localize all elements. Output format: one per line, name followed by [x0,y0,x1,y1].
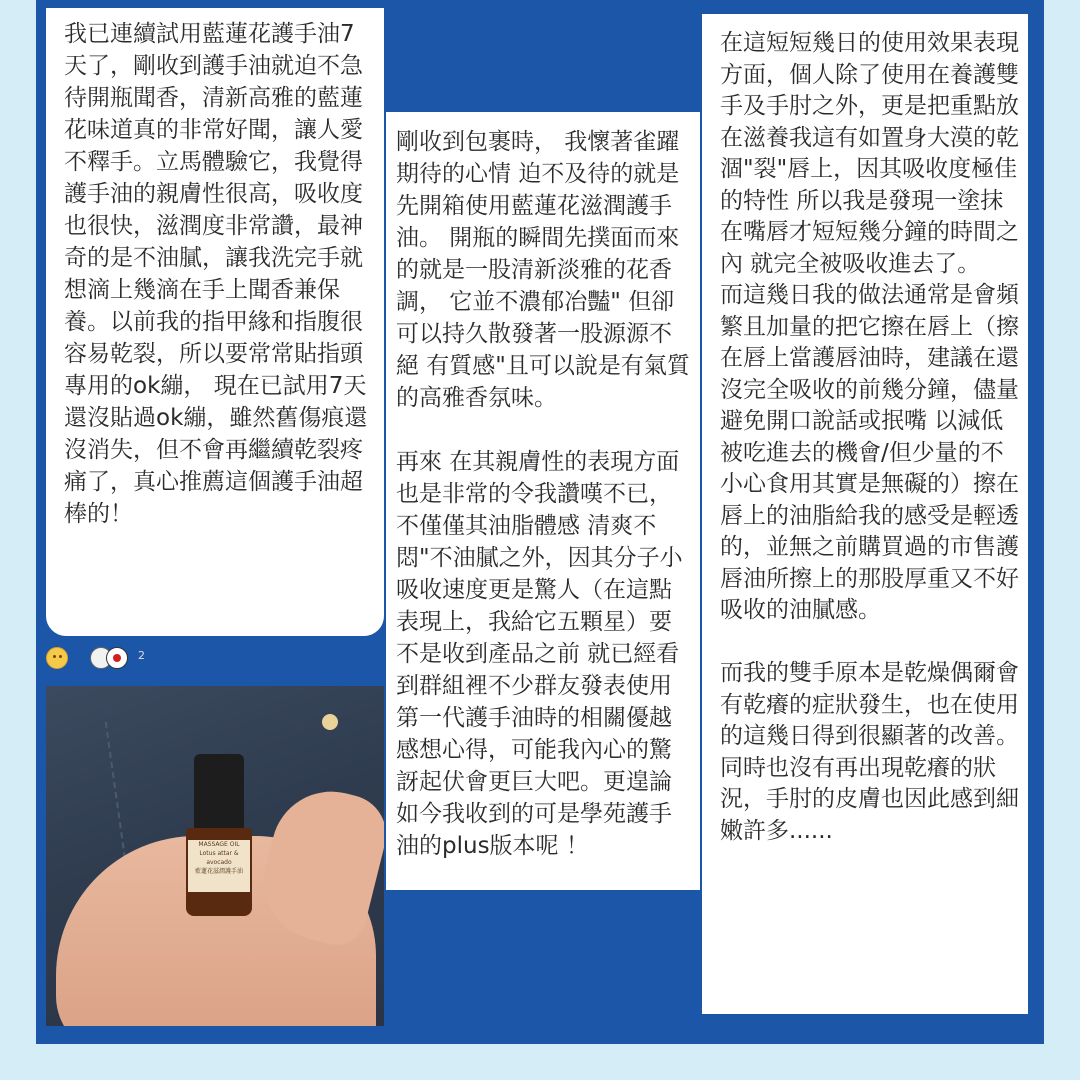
review-card-left: 我已連續試用藍蓮花護手油7天了，剛收到護手油就迫不急待開瓶聞香，清新高雅的藍蓮花味道真的非常好聞，讓人愛不釋手。立馬體驗它，我覺得護手油的親膚性很高，吸收度也很快，滋潤度非常讚，最神奇的是不油膩，讓我洗完手就想滴上幾滴在手上聞香兼保養。以前我的指甲緣和指腹很容易乾裂，所以要常常貼指頭專用的ok繃， 現在已試用7天還沒貼過ok繃，雖然舊傷痕還沒消失，但不會再繼續乾裂疼痛了，真心推薦這個護手油超棒的！ [46,8,384,636]
bottle-label [188,840,250,892]
bottle-body [186,828,252,916]
reaction-count: 2 [138,649,145,662]
heart-eyes-emoji-icon[interactable] [106,647,128,669]
bottle-label-line1: MASSAGE OIL [198,841,240,848]
bottle-cap [194,754,244,830]
bottle-label-line2: Lotus attar & avocado [199,850,239,866]
jacket-bead [322,714,338,730]
bottle-label-line3: 藍蓮花滋潤護手油 [194,868,243,875]
oil-bottle [186,754,252,914]
smile-emoji-icon[interactable] [46,647,68,669]
review-card-middle: 剛收到包裹時， 我懷著雀躍期待的心情 迫不及待的就是先開箱使用藍蓮花滋潤護手油。 開瓶的瞬間先撲面而來的就是一股清新淡雅的花香調， 它並不濃郁冶豔" 但卻可以持久散發著一股源源不絕 有質感"且可以說是有氣質的高雅香氛味。 再來 在其親膚性的表現方面 也是非常的令我讚嘆不已， 不僅僅其油脂體感 清爽不悶"不油膩之外，因其分子小 吸收速度更是驚人（在這點表現上，我給它五顆星）要不是收到產品之前 就已經看到群組裡不少群友發表使用第一代護手油時的相關優越感想心得，可能我內心的驚訝起伏會更巨大吧。更遑論 如今我收到的可是學苑護手油的plus版本呢 ！ [386,112,700,890]
review-card-right: 在這短短幾日的使用效果表現方面，個人除了使用在養護雙手及手肘之外，更是把重點放在滋養我這有如置身大漠的乾涸"裂"唇上，因其吸收度極佳的特性 所以我是發現一塗抹在嘴唇才短短幾分鐘的時間之內 就完全被吸收進去了。 而這幾日我的做法通常是會頻繁且加量的把它擦在唇上（擦在唇上當護唇油時，建議在還沒完全吸收的前幾分鐘，儘量避免開口說話或抿嘴 以減低被吃進去的機會/但少量的不小心食用其實是無礙的）擦在唇上的油脂給我的感受是輕透的，並無之前購買過的市售護唇油所擦上的那股厚重又不好吸收的油膩感。 而我的雙手原本是乾燥偶爾會有乾癢的症狀發生，也在使用的這幾日得到很顯著的改善。同時也沒有再出現乾癢的狀況，手肘的皮膚也因此感到細嫩許多...... [702,14,1028,1014]
reaction-bar[interactable] [46,643,186,673]
product-photo [46,686,384,1026]
